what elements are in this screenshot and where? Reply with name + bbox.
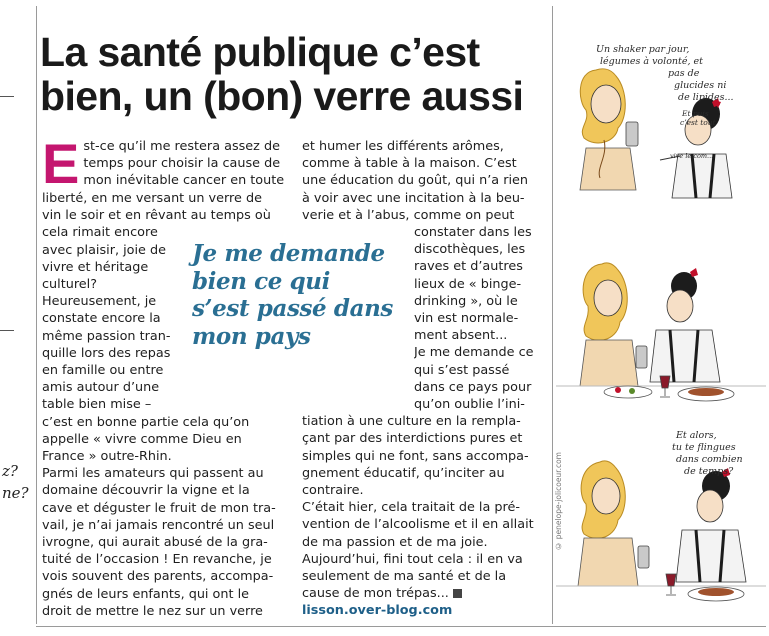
meat-dish-icon bbox=[698, 588, 734, 596]
bubble-text: pas de bbox=[668, 68, 700, 79]
text-line: France » outre-Rhin. bbox=[42, 449, 172, 465]
text-line: mon inévitable cancer en toute bbox=[83, 173, 285, 189]
headline-line: bien, un (bon) verre aussi bbox=[40, 73, 524, 119]
text-line: discothèques, les bbox=[414, 242, 526, 258]
bubble-text: c’est tout bbox=[680, 118, 716, 127]
shaker-icon bbox=[636, 346, 647, 368]
text-line: quille lors des repas bbox=[42, 345, 171, 361]
text-line: C’était hier, cela traitait de la pré- bbox=[302, 500, 520, 516]
wine-glass-icon bbox=[660, 376, 670, 397]
shaker-icon bbox=[638, 546, 649, 568]
text-line: même passion tran- bbox=[42, 328, 171, 344]
bubble-text: glucides ni bbox=[674, 80, 727, 91]
text-line: vin le soir et en rêvant au temps où bbox=[42, 208, 271, 224]
text-line: avec plaisir, joie de bbox=[42, 242, 166, 258]
illustration-credit: © penelope-jolicoeur.com bbox=[554, 452, 563, 551]
pull-quote-line: Je me demande bbox=[192, 240, 385, 267]
text-line: vin est normale- bbox=[414, 311, 519, 327]
bubble-text: dans combien bbox=[676, 454, 743, 465]
pull-quote bbox=[192, 240, 402, 350]
text-line: tuité de l’occasion ! En revanche, je bbox=[42, 552, 272, 568]
text-line: amis autour d’une bbox=[42, 380, 160, 396]
text-line: constate encore la bbox=[42, 311, 161, 327]
previous-page-strip bbox=[0, 0, 34, 636]
text-line: de ma passion et de ma joie. bbox=[302, 534, 488, 550]
page-bottom-rule bbox=[36, 626, 766, 627]
blonde-dress bbox=[578, 538, 638, 586]
salad-icon bbox=[629, 388, 635, 394]
article-column-1 bbox=[42, 132, 288, 620]
text-line: une éducation du goût, qui n’a rien bbox=[302, 173, 528, 189]
text-line: temps pour choisir la cause de bbox=[83, 156, 281, 172]
previous-page-fragment: z? bbox=[2, 462, 18, 480]
dark-shirt bbox=[676, 530, 746, 582]
pull-quote-line: s’est passé dans bbox=[192, 295, 393, 322]
text-line: gnement éducatif, qu’inciter au bbox=[302, 465, 505, 481]
bubble-text: de lipides... bbox=[678, 92, 734, 103]
tomato-icon bbox=[615, 387, 621, 393]
cartoon-strip bbox=[556, 30, 766, 626]
text-line: dans ce pays pour bbox=[414, 379, 532, 395]
previous-page-rule bbox=[0, 330, 14, 331]
text-line: constater dans les bbox=[414, 225, 532, 241]
text-line: cause de mon trépas... bbox=[302, 586, 449, 602]
blonde-dress bbox=[580, 340, 638, 386]
text-line: Je me demande ce bbox=[414, 345, 534, 361]
column-divider-left bbox=[36, 6, 37, 624]
text-line: appelle « vivre comme Dieu en bbox=[42, 431, 242, 447]
text-line: qui s’est passé bbox=[414, 362, 510, 378]
end-of-article-icon bbox=[453, 589, 462, 598]
text-line: droit de mettre le nez sur un verre bbox=[42, 603, 263, 619]
text-line: cela rimait encore bbox=[42, 225, 158, 241]
text-line: cave et déguster le fruit de mon tra- bbox=[42, 500, 276, 516]
text-line: liberté, en me versant un verre de bbox=[42, 191, 262, 206]
text-line: drinking », où le bbox=[414, 293, 518, 309]
text-line: c’est en bonne partie cela qu’on bbox=[42, 414, 250, 430]
column-divider-cartoon bbox=[552, 6, 553, 624]
drop-cap: E bbox=[42, 132, 80, 195]
text-line: vention de l’alcoolisme et il en allait bbox=[302, 517, 534, 533]
text-line: gnés de leurs enfants, qui ont le bbox=[42, 586, 250, 602]
dark-face bbox=[697, 490, 723, 522]
article-headline bbox=[40, 30, 550, 118]
previous-page-rule bbox=[0, 96, 14, 97]
bubble-text: tu te flingues bbox=[672, 442, 736, 453]
bubble-text: Un shaker par jour, bbox=[596, 44, 690, 55]
blonde-face bbox=[592, 478, 620, 514]
blonde-face bbox=[591, 85, 621, 123]
text-line: ment absent... bbox=[414, 328, 508, 344]
dark-face bbox=[667, 290, 693, 322]
bubble-text: Et alors, bbox=[676, 430, 717, 441]
blonde-face bbox=[594, 280, 622, 316]
dark-shirt bbox=[650, 330, 720, 382]
bubble-text: Et puis bbox=[682, 109, 709, 118]
article-column-2 bbox=[302, 138, 548, 620]
text-line: seulement de ma santé et de la bbox=[302, 569, 507, 585]
headline-line: La santé publique c’est bbox=[40, 29, 480, 75]
text-line: Parmi les amateurs qui passent au bbox=[42, 466, 264, 482]
text-line: vail, je n’ai jamais rencontré un seul bbox=[42, 517, 275, 533]
text-line: raves et d’autres bbox=[414, 259, 523, 275]
text-line: comme à table à la maison. C’est bbox=[302, 156, 517, 172]
text-line: st-ce qu’il me restera assez de bbox=[83, 139, 280, 154]
text-line: Aujourd’hui, fini tout cela : il en va bbox=[302, 551, 523, 567]
plate-icon bbox=[604, 386, 652, 398]
bubble-text: légumes à volonté, et bbox=[600, 56, 703, 67]
text-line: Heureusement, je bbox=[42, 294, 157, 310]
cartoon-panel-3 bbox=[556, 430, 766, 601]
previous-page-fragment: ne? bbox=[2, 484, 29, 502]
pull-quote-line: bien ce qui bbox=[192, 267, 330, 295]
blog-link[interactable]: lisson.over-blog.com bbox=[302, 603, 453, 619]
dark-shirt bbox=[672, 154, 732, 198]
bubble-text: de temps? bbox=[684, 466, 734, 477]
text-line: çant par des interdictions pures et bbox=[302, 431, 523, 447]
text-line: ivrogne, qui aurait abusé de la gra- bbox=[42, 535, 268, 551]
meat-dish-icon bbox=[688, 388, 724, 396]
text-line-with-end-mark bbox=[302, 585, 548, 602]
cartoon-panel-2 bbox=[556, 263, 766, 401]
text-line: table bien mise – bbox=[42, 397, 152, 413]
blonde-dress bbox=[580, 148, 636, 190]
text-line: vivre et héritage bbox=[42, 259, 149, 275]
text-line: domaine découvrir la vigne et la bbox=[42, 483, 250, 499]
wine-glass-icon bbox=[666, 574, 676, 595]
text-line: tiation à une culture en la rempla- bbox=[302, 414, 521, 430]
text-line: à voir avec une incitation à la beu- bbox=[302, 190, 525, 206]
text-line: contraire. bbox=[302, 483, 364, 499]
shaker-icon bbox=[626, 122, 638, 146]
text-line: lieux de « binge- bbox=[414, 276, 522, 292]
text-line: verie et à l’abus, comme on peut bbox=[302, 207, 515, 223]
bubble-text: vive le com... bbox=[670, 152, 714, 160]
text-line: simples qui ne font, sans accompa- bbox=[302, 448, 529, 464]
text-line: en famille ou entre bbox=[42, 363, 164, 379]
text-line: qu’on oublie l’ini- bbox=[414, 397, 525, 413]
pull-quote-line: mon pays bbox=[192, 322, 311, 350]
text-line: et humer les différents arômes, bbox=[302, 139, 504, 154]
cartoon-panel-1 bbox=[580, 44, 734, 198]
text-line: culturel? bbox=[42, 277, 98, 293]
text-line: vois souvent des parents, accompa- bbox=[42, 569, 274, 585]
